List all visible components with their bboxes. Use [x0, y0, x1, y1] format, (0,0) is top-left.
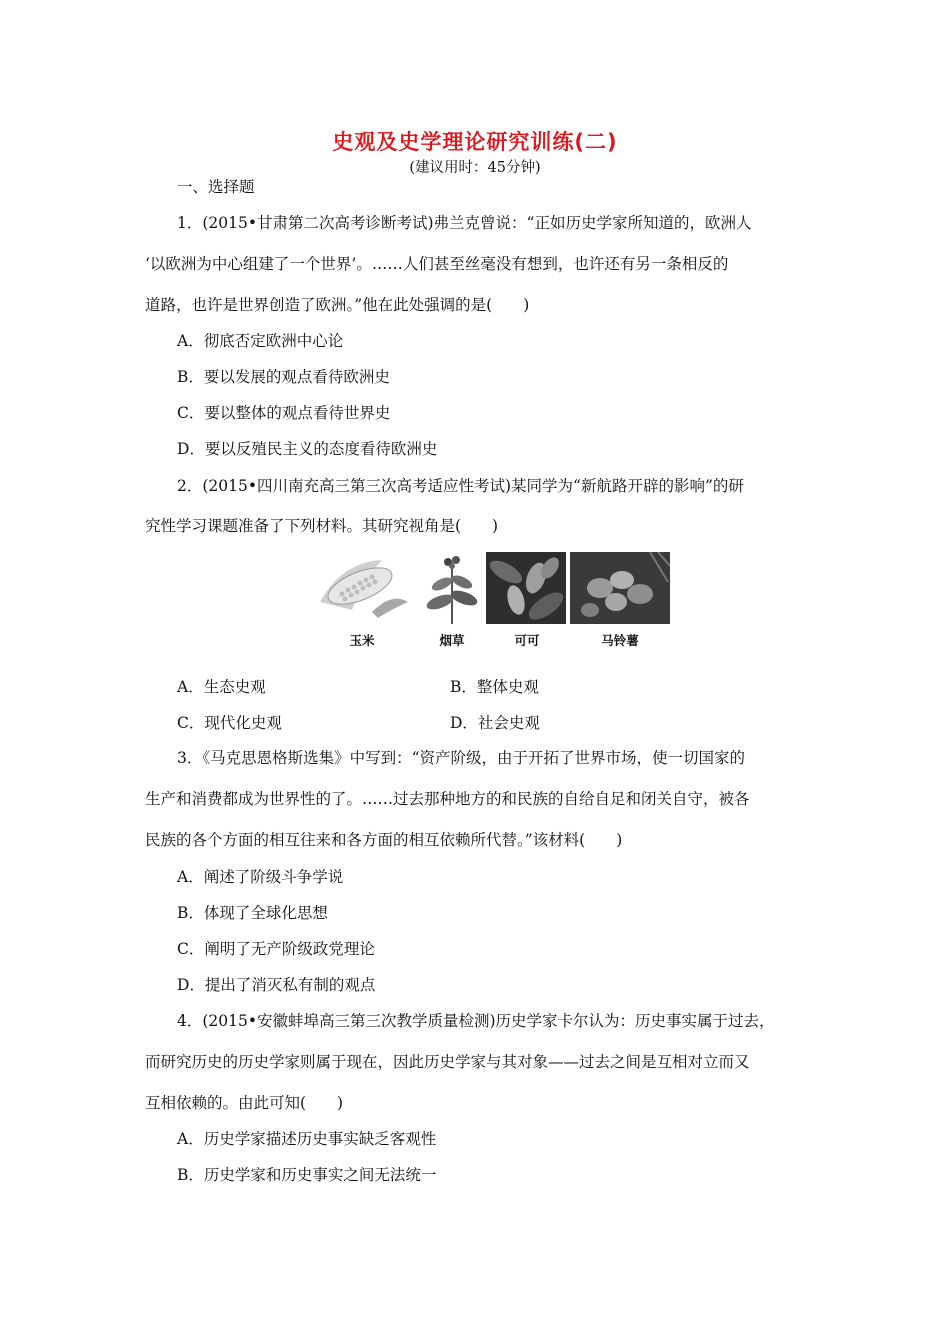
- option-b: B．体现了全球化思想: [177, 904, 328, 922]
- question-stem-line: 互相依赖的。由此可知( ): [145, 1094, 344, 1112]
- cacao-image: [486, 552, 566, 624]
- potato-image: [570, 552, 670, 624]
- question-stem-line: ‘以欧洲为中心组建了一个世界’。……人们甚至丝毫没有想到，也许还有另一条相反的: [145, 255, 729, 273]
- option-a: A．阐述了阶级斗争学说: [177, 868, 344, 886]
- question-stem-line: 1．(2015•甘肃第二次高考诊断考试)弗兰克曾说：“正如历史学家所知道的，欧洲人: [177, 214, 752, 232]
- option-b: B．历史学家和历史事实之间无法统一: [177, 1166, 437, 1184]
- option-c: C．现代化史观: [177, 714, 282, 732]
- option-a: A．生态史观: [177, 678, 266, 696]
- option-d: D．社会史观: [450, 714, 540, 732]
- question-stem-line: 究性学习课题准备了下列材料。其研究视角是( ): [145, 517, 499, 535]
- section-heading: 一、选择题: [177, 178, 255, 196]
- option-b: B．整体史观: [450, 678, 539, 696]
- option-c: C．阐明了无产阶级政党理论: [177, 940, 375, 958]
- question-stem-line: 生产和消费都成为世界性的了。……过去那种地方的和民族的自给自足和闭关自守，被各: [145, 790, 750, 808]
- option-b: B．要以发展的观点看待欧洲史: [177, 368, 390, 386]
- option-a: A．历史学家描述历史事实缺乏客观性: [177, 1130, 437, 1148]
- question-stem-line: 民族的各个方面的相互往来和各方面的相互依赖所代替。”该材料( ): [145, 831, 623, 849]
- option-d: D．提出了消灭私有制的观点: [177, 976, 376, 994]
- caption-corn: 玉米: [349, 633, 375, 648]
- page-title: 史观及史学理论研究训练(二): [332, 130, 618, 154]
- option-c: C．要以整体的观点看待世界史: [177, 404, 391, 422]
- tobacco-image: [422, 552, 482, 624]
- caption-tobacco: 烟草: [439, 633, 465, 648]
- corn-image: [312, 552, 412, 624]
- question-stem-line: 3．《马克思恩格斯选集》中写到：“资产阶级，由于开拓了世界市场，使一切国家的: [177, 749, 746, 767]
- page-subtitle: (建议用时：45分钟): [409, 160, 541, 176]
- question-stem-line: 4．(2015•安徽蚌埠高三第三次教学质量检测)历史学家卡尔认为：历史事实属于过去，: [177, 1012, 775, 1030]
- question-stem-line: 而研究历史的历史学家则属于现在，因此历史学家与其对象——过去之间是互相对立而又: [145, 1053, 750, 1071]
- crop-photo-strip: [312, 552, 672, 652]
- caption-cacao: 可可: [514, 633, 540, 648]
- question-stem-line: 道路，也许是世界创造了欧洲。”他在此处强调的是( ): [145, 296, 530, 314]
- option-a: A．彻底否定欧洲中心论: [177, 332, 344, 350]
- question-stem-line: 2．(2015•四川南充高三第三次高考适应性考试)某同学为“新航路开辟的影响”的研: [177, 477, 744, 495]
- option-d: D．要以反殖民主义的态度看待欧洲史: [177, 440, 438, 458]
- caption-potato: 马铃薯: [601, 633, 639, 648]
